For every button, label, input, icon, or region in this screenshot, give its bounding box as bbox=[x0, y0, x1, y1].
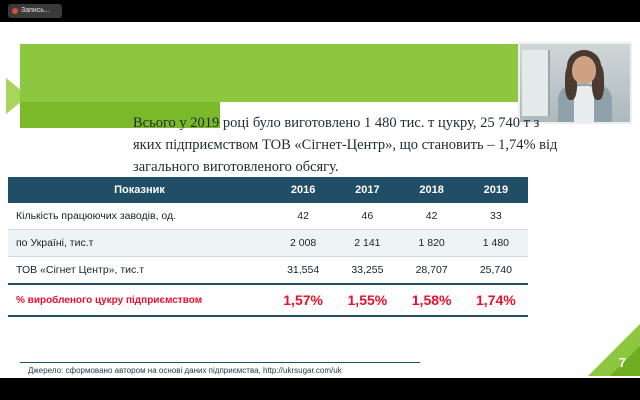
table-row bbox=[8, 203, 528, 230]
table-header bbox=[8, 177, 528, 203]
cell-value: 46 bbox=[335, 203, 399, 230]
table-header-2018: 2018 bbox=[400, 177, 464, 203]
table-row bbox=[8, 230, 528, 257]
table-row-highlighted bbox=[8, 284, 528, 316]
bottom-letterbox bbox=[0, 378, 640, 400]
record-dot-icon bbox=[12, 8, 18, 14]
recording-label: Запись... bbox=[21, 7, 50, 14]
table-header-indicator: Показник bbox=[8, 177, 271, 203]
cell-value: 1,58% bbox=[400, 284, 464, 316]
cell-value: 42 bbox=[400, 203, 464, 230]
cell-value: 2 141 bbox=[335, 230, 399, 257]
table-body bbox=[8, 203, 528, 316]
source-divider-top bbox=[20, 362, 420, 363]
cell-value: 28,707 bbox=[400, 257, 464, 285]
table-header-2017: 2017 bbox=[335, 177, 399, 203]
row-label: по Україні, тис.т bbox=[8, 230, 271, 257]
green-banner-decoration bbox=[20, 44, 560, 102]
cell-value: 33 bbox=[464, 203, 528, 230]
cell-value: 31,554 bbox=[271, 257, 335, 285]
source-note: Джерело: сформовано автором на основі даних підприємства, http://ukrsugar.com/uk bbox=[28, 366, 342, 375]
cell-value: 1 820 bbox=[400, 230, 464, 257]
slide-headline: Всього у 2019 році було виготовлено 1 480 тис. т цукру, 25 740 т з яких підприємством ТОВ «Сігнет-Центр», що становить – 1,74% від загального виготовленого обсягу. bbox=[133, 115, 558, 175]
row-label: % виробленого цукру підприємством bbox=[8, 284, 271, 316]
webcam-door bbox=[522, 50, 550, 116]
cell-value: 42 bbox=[271, 203, 335, 230]
table-header-2019: 2019 bbox=[464, 177, 528, 203]
recording-indicator[interactable] bbox=[8, 4, 62, 18]
cell-value: 1,55% bbox=[335, 284, 399, 316]
cell-value: 1 480 bbox=[464, 230, 528, 257]
cell-value: 2 008 bbox=[271, 230, 335, 257]
row-label: ТОВ «Сігнет Центр», тис.т bbox=[8, 257, 271, 285]
page-number: 7 bbox=[618, 355, 626, 370]
table-row bbox=[8, 257, 528, 285]
cell-value: 33,255 bbox=[335, 257, 399, 285]
data-table bbox=[8, 177, 528, 317]
row-label: Кількість працюючих заводів, од. bbox=[8, 203, 271, 230]
table-header-row bbox=[8, 177, 528, 203]
cell-value: 1,57% bbox=[271, 284, 335, 316]
webcam-person-shirt bbox=[574, 86, 594, 122]
cell-value: 1,74% bbox=[464, 284, 528, 316]
table-header-2016: 2016 bbox=[271, 177, 335, 203]
slide-canvas bbox=[0, 22, 640, 400]
cell-value: 25,740 bbox=[464, 257, 528, 285]
webcam-person-face bbox=[572, 56, 596, 84]
